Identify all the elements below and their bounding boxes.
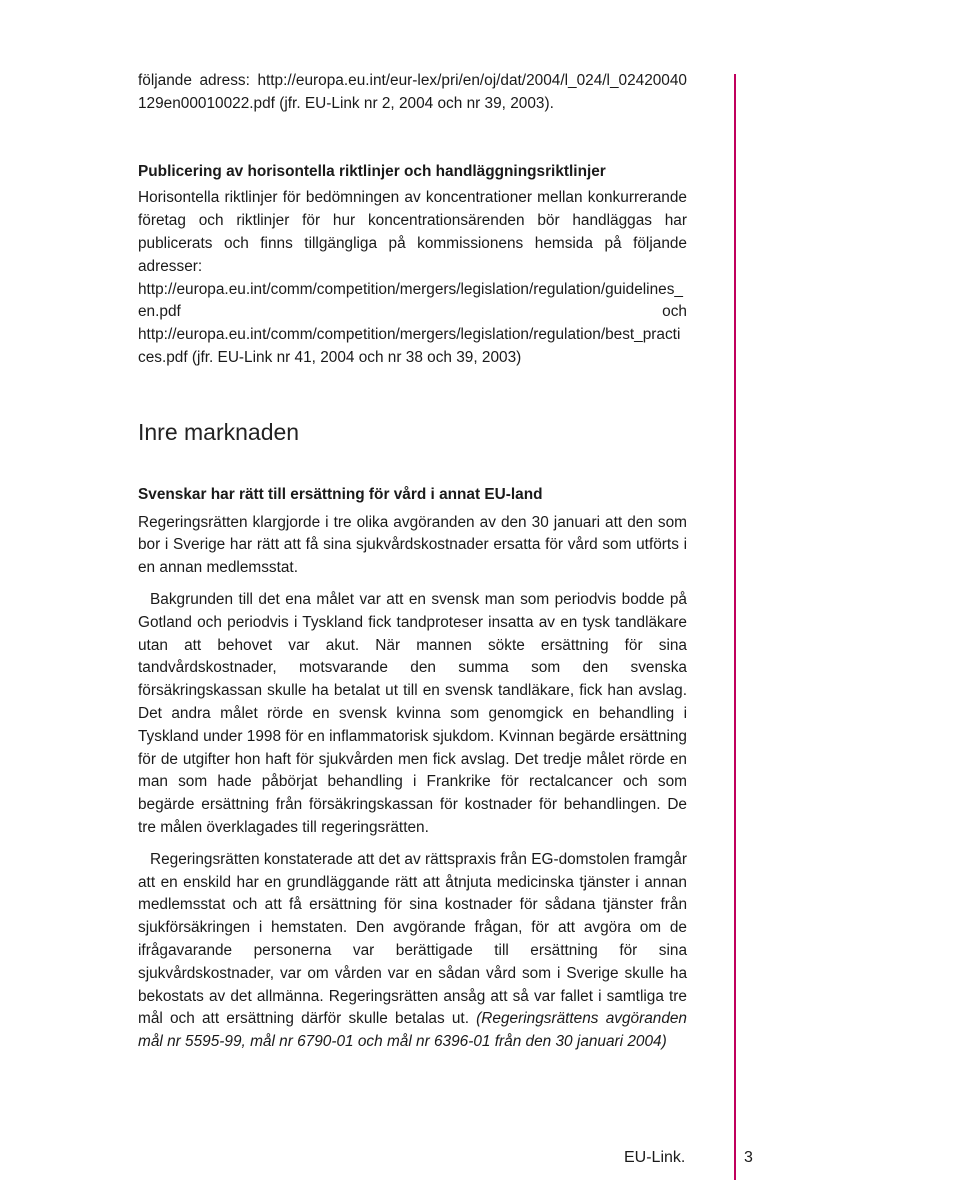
article-paragraph-2: Bakgrunden till det ena målet var att en svensk man som periodvis bodde på Gotland och periodvis i Tyskland fick tandproteser insatta av en tysk tandläkare utan att behovet var akut. När mannen sökte ersättning för sina tandvårdskostnader, motsvarande den summa som den svenska försäkringskassan skulle ha betalat ut till en svensk tandläkare, fick han avslag. Det andra målet rörde en svensk kvinna som genomgick en behandling i Tyskland under 1998 för en inflammatorisk sjukdom. Kvinnan begärde ersättning för de utgifter hon haft för sjukvården men fick avslag. Det tredje målet rörde en man som hade påbörjat behandling i Frankrike för rectalcancer och som begärde ersättning från försäkringskassan för kostnader för behandlingen. De tre målen överklagades till regeringsrätten. — [138, 590, 687, 836]
guidelines-body-lead: Horisontella riktlinjer för bedömningen av koncentrationer mellan konkurrerande företag och riktlinjer för hur koncentrationsärenden bör handläggas har publicerats och finns tillgängliga på kommissionens hemsida på följande adresser: — [138, 189, 687, 275]
spacer — [138, 840, 687, 849]
guidelines-heading: Publicering av horisontella riktlinjer och handläggningsriktlinjer — [138, 162, 606, 180]
main-content — [138, 70, 687, 1054]
page-number: 3 — [744, 1149, 753, 1166]
guidelines-url-2-link[interactable]: http://europa.eu.int/comm/competition/mergers/legislation/regulation/best_practices.pdf — [138, 326, 681, 366]
article-citation: (Regeringsrättens avgöranden mål nr 5595-99, mål nr 6790-01 och mål nr 6396-01 från den 30 januari 2004) — [138, 1010, 687, 1051]
guidelines-body-tail: (jfr. EU-Link nr 41, 2004 och nr 38 och 39, 2003) — [187, 348, 522, 366]
intro-paragraph — [138, 70, 687, 116]
article-paragraph-1: Regeringsrätten klargjorde i tre olika avgöranden av den 30 januari att den som bor i Sverige har rätt att få sina sjukvårdskostnader ersatta för vård som utförts i en annan medlemsstat. — [138, 513, 687, 577]
intro-url-link[interactable]: http://europa.eu.int/eur-lex/pri/en/oj/dat/2004/l_024/l_02420040129en00010022.pdf — [138, 72, 687, 112]
article-paragraph-3 — [138, 849, 687, 1054]
guidelines-and-word: och — [180, 303, 687, 321]
guidelines-url-1-link[interactable]: http://europa.eu.int/comm/competition/mergers/legislation/regulation/guidelines_en.pdf — [138, 280, 683, 321]
intro-tail: (jfr. EU-Link nr 2, 2004 och nr 39, 2003). — [274, 94, 554, 112]
article-paragraph-3-text: Regeringsrätten konstaterade att det av rättspraxis från EG-domstolen framgår att en enskild har en grundläggande rätt att åtnjuta medicinska tjänster i annan medlemsstat och att få ersättning för sina kostnader för sådana tjänster från sjukförsäkringen i hemstaten. Den avgörande frågan, för att avgöra om de ifrågavarande personerna var berättigade till ersättning för sina sjukvårdskostnader, var om vården var en sådan vård som i Sverige skulle ha bekostats av det allmänna. Regeringsrätten ansåg att så var fallet i samtliga tre mål och att ersättning därför skulle betalas ut. — [138, 850, 687, 1028]
margin-accent-rule — [734, 74, 736, 1180]
article-heading: Svenskar har rätt till ersättning för vård i annat EU-land — [138, 485, 543, 503]
spacer — [138, 446, 687, 484]
guidelines-paragraph — [138, 187, 687, 369]
spacer — [138, 116, 687, 161]
intro-lead: följande adress: — [138, 72, 258, 89]
section-title: Inre marknaden — [138, 418, 300, 445]
footer-brand: EU-Link. — [624, 1149, 686, 1166]
spacer — [138, 370, 687, 418]
spacer — [138, 580, 687, 589]
